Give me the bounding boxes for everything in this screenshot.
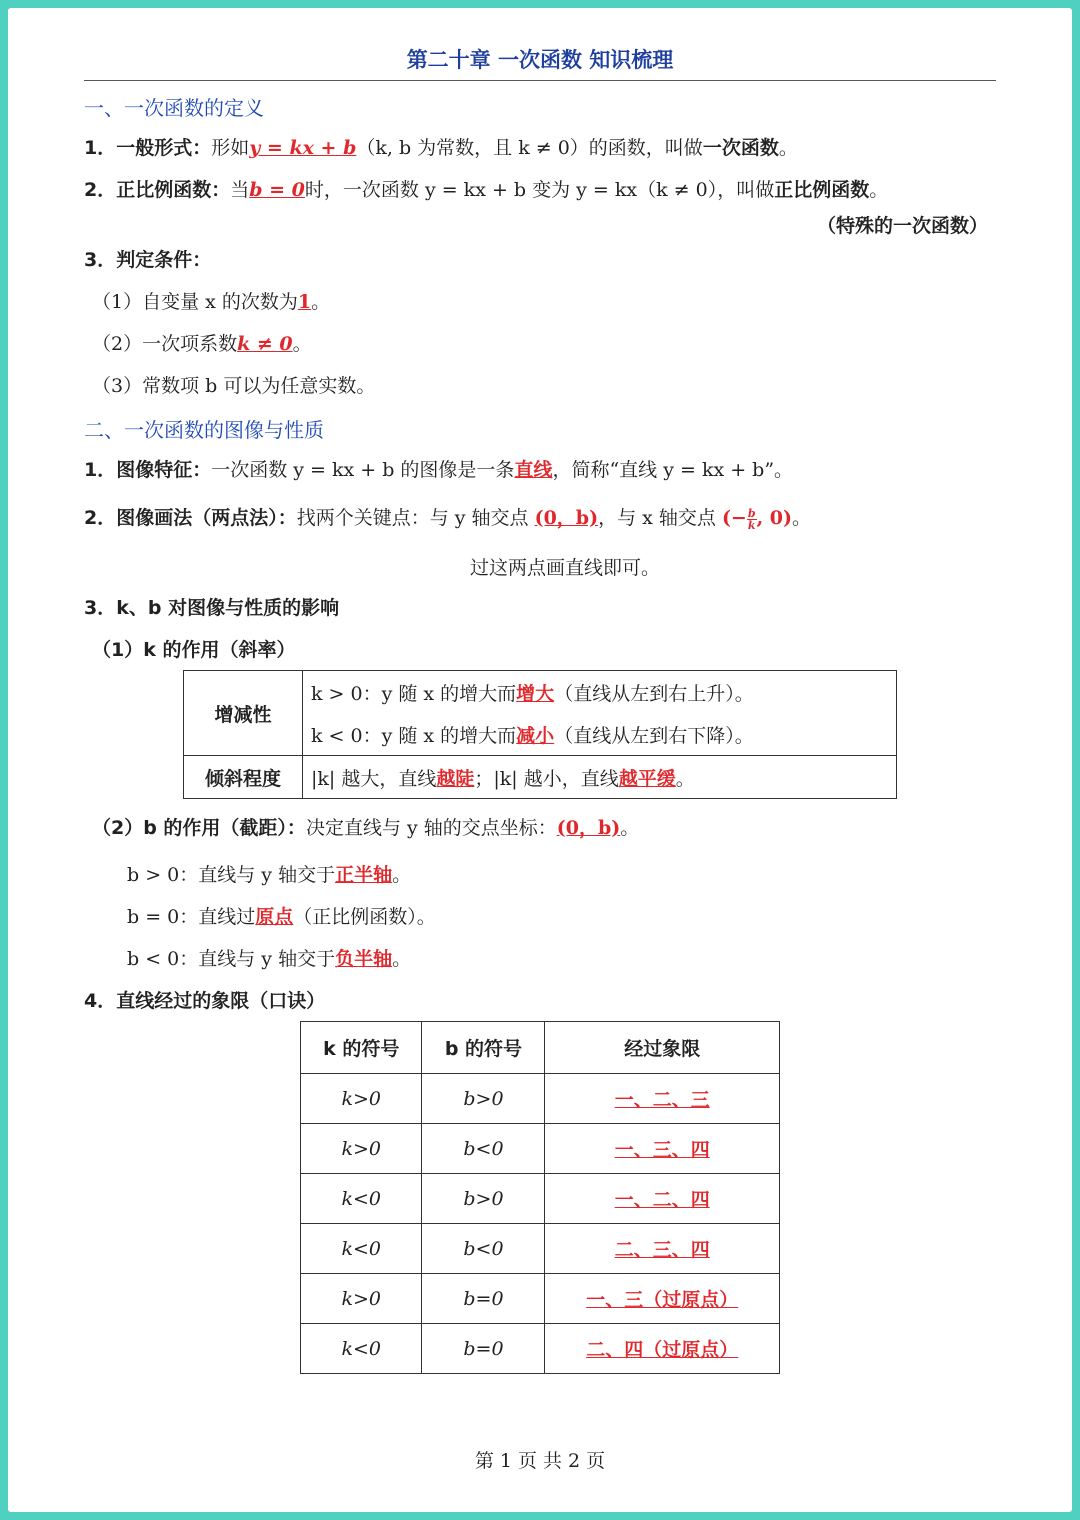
answer: 正半轴 bbox=[335, 864, 393, 886]
drawing-method-note: 过这两点画直线即可。 bbox=[470, 557, 661, 579]
text: , 0) bbox=[756, 507, 793, 529]
b-sign-cell: b=0 bbox=[422, 1324, 545, 1374]
k-role-table bbox=[183, 670, 897, 799]
text: b > 0：直线与 y 轴交于 bbox=[127, 864, 336, 886]
k-sign-cell: k<0 bbox=[301, 1224, 422, 1274]
document-page bbox=[8, 8, 1072, 1512]
table-row bbox=[184, 671, 897, 714]
section-heading-definition: 一、一次函数的定义 bbox=[84, 96, 264, 120]
kb-effect-heading: 3．k、b 对图像与性质的影响 bbox=[84, 597, 340, 619]
table-head-monotonicity: 增减性 bbox=[184, 671, 303, 756]
term: 正比例函数 bbox=[774, 179, 870, 201]
answer: (0，b) bbox=[556, 817, 621, 839]
criteria-1 bbox=[92, 288, 330, 316]
text: 一次函数 y = kx + b 的图像是一条 bbox=[211, 459, 515, 481]
text: 。 bbox=[792, 507, 812, 529]
text: 形如 bbox=[211, 137, 250, 159]
b-role-heading bbox=[92, 814, 639, 842]
text: 。 bbox=[292, 333, 312, 355]
column-header-k-sign: k 的符号 bbox=[301, 1022, 422, 1074]
text: 决定直线与 y 轴的交点坐标： bbox=[305, 817, 557, 839]
table-cell bbox=[303, 671, 897, 714]
k-role-heading: （1）k 的作用（斜率） bbox=[92, 639, 296, 661]
text: 找两个关键点：与 y 轴交点 bbox=[296, 507, 535, 529]
general-form-formula: y = kx + b bbox=[249, 137, 357, 159]
quadrant-cell: 一、三（过原点） bbox=[545, 1274, 780, 1324]
table-row bbox=[301, 1324, 780, 1374]
text: (− bbox=[721, 507, 747, 529]
text: 。 bbox=[392, 864, 412, 886]
quadrant-cell: 二、四（过原点） bbox=[545, 1324, 780, 1374]
text: ，简称“直线 y = kx + b”。 bbox=[552, 459, 794, 481]
text: 。 bbox=[675, 767, 695, 790]
b-sign-cell: b>0 bbox=[422, 1074, 545, 1124]
criteria-2 bbox=[92, 330, 312, 358]
section-heading-graph: 二、一次函数的图像与性质 bbox=[84, 418, 324, 442]
sub-label: （2）b 的作用（截距）： bbox=[92, 817, 306, 839]
text: （k, b 为常数，且 k ≠ 0）的函数，叫做 bbox=[356, 137, 703, 159]
quadrant-table bbox=[300, 1021, 780, 1374]
table-row bbox=[301, 1074, 780, 1124]
quadrant-cell: 一、二、三 bbox=[545, 1074, 780, 1124]
text: 。 bbox=[869, 179, 889, 201]
answer: 越平缓 bbox=[618, 767, 676, 790]
table-header-row bbox=[301, 1022, 780, 1074]
b-sign-cell: b=0 bbox=[422, 1274, 545, 1324]
k-sign-cell: k>0 bbox=[301, 1274, 422, 1324]
table-row bbox=[184, 756, 897, 799]
answer: 原点 bbox=[255, 906, 294, 928]
item-label: 2．正比例函数： bbox=[84, 179, 231, 201]
definition-general-form bbox=[84, 134, 798, 162]
b-sign-cell: b<0 bbox=[422, 1124, 545, 1174]
table-row bbox=[301, 1174, 780, 1224]
table-head-steepness: 倾斜程度 bbox=[184, 756, 303, 799]
quadrant-cell: 一、三、四 bbox=[545, 1124, 780, 1174]
b-zero bbox=[127, 903, 436, 931]
text: （2）一次项系数 bbox=[92, 333, 238, 355]
text: b < 0：直线与 y 轴交于 bbox=[127, 948, 336, 970]
b-sign-cell: b<0 bbox=[422, 1224, 545, 1274]
b-positive bbox=[127, 861, 411, 889]
column-header-b-sign: b 的符号 bbox=[422, 1022, 545, 1074]
text: 。 bbox=[311, 291, 331, 313]
answer: 直线 bbox=[514, 459, 553, 481]
k-sign-cell: k>0 bbox=[301, 1124, 422, 1174]
answer: 越陡 bbox=[436, 767, 475, 790]
answer: 增大 bbox=[516, 682, 555, 705]
fraction-numerator: b bbox=[747, 506, 756, 520]
item-label: 2．图像画法（两点法）： bbox=[84, 507, 297, 529]
term: 一次函数 bbox=[702, 137, 779, 159]
answer: 负半轴 bbox=[335, 948, 393, 970]
k-sign-cell: k<0 bbox=[301, 1174, 422, 1224]
quadrant-cell: 一、二、四 bbox=[545, 1174, 780, 1224]
item-label: 1．一般形式： bbox=[84, 137, 212, 159]
y-intercept-point: (0，b) bbox=[534, 507, 599, 529]
text: 。 bbox=[392, 948, 412, 970]
criteria-label: 3．判定条件： bbox=[84, 249, 212, 271]
b-sign-cell: b>0 bbox=[422, 1174, 545, 1224]
table-row bbox=[301, 1124, 780, 1174]
text: k > 0：y 随 x 的增大而 bbox=[311, 682, 517, 705]
text: 当 bbox=[230, 179, 250, 201]
table-row bbox=[301, 1224, 780, 1274]
text: |k| 越大，直线 bbox=[311, 767, 437, 790]
page-footer: 第 1 页 共 2 页 bbox=[474, 1450, 606, 1472]
text: ，与 x 轴交点 bbox=[598, 507, 722, 529]
text: （直线从左到右上升）。 bbox=[554, 682, 754, 705]
title-divider bbox=[84, 80, 996, 81]
answer: k ≠ 0 bbox=[237, 333, 293, 355]
text: k < 0：y 随 x 的增大而 bbox=[311, 724, 517, 747]
graph-feature bbox=[84, 456, 793, 484]
text: （正比例函数）。 bbox=[293, 906, 436, 928]
text: （1）自变量 x 的次数为 bbox=[92, 291, 298, 313]
graph-drawing-method bbox=[84, 504, 811, 532]
item-label: 1．图像特征： bbox=[84, 459, 212, 481]
fraction bbox=[747, 508, 757, 531]
table-cell bbox=[303, 756, 897, 799]
fraction-denominator: k bbox=[747, 518, 756, 532]
answer: 减小 bbox=[516, 724, 555, 747]
b-negative bbox=[127, 945, 411, 973]
column-header-quadrants: 经过象限 bbox=[545, 1022, 780, 1074]
answer: 1 bbox=[297, 291, 312, 313]
table-cell bbox=[303, 713, 897, 756]
text: 时，一次函数 y = kx + b 变为 y = kx（k ≠ 0），叫做 bbox=[304, 179, 775, 201]
criteria-3: （3）常数项 b 可以为任意实数。 bbox=[92, 375, 376, 397]
page-title: 第二十章 一次函数 知识梳理 bbox=[406, 48, 674, 72]
k-sign-cell: k<0 bbox=[301, 1324, 422, 1374]
condition-formula: b = 0 bbox=[249, 179, 305, 201]
text: 。 bbox=[778, 137, 798, 159]
text: b = 0：直线过 bbox=[127, 906, 256, 928]
table-row bbox=[301, 1274, 780, 1324]
quadrant-heading: 4．直线经过的象限（口诀） bbox=[84, 990, 326, 1012]
text: 。 bbox=[620, 817, 640, 839]
k-sign-cell: k>0 bbox=[301, 1074, 422, 1124]
text: （直线从左到右下降）。 bbox=[554, 724, 754, 747]
text: ；|k| 越小，直线 bbox=[474, 767, 619, 790]
x-intercept-point bbox=[721, 506, 793, 532]
special-case-note: （特殊的一次函数） bbox=[816, 215, 988, 237]
quadrant-cell: 二、三、四 bbox=[545, 1224, 780, 1274]
definition-proportional-function bbox=[84, 176, 888, 204]
